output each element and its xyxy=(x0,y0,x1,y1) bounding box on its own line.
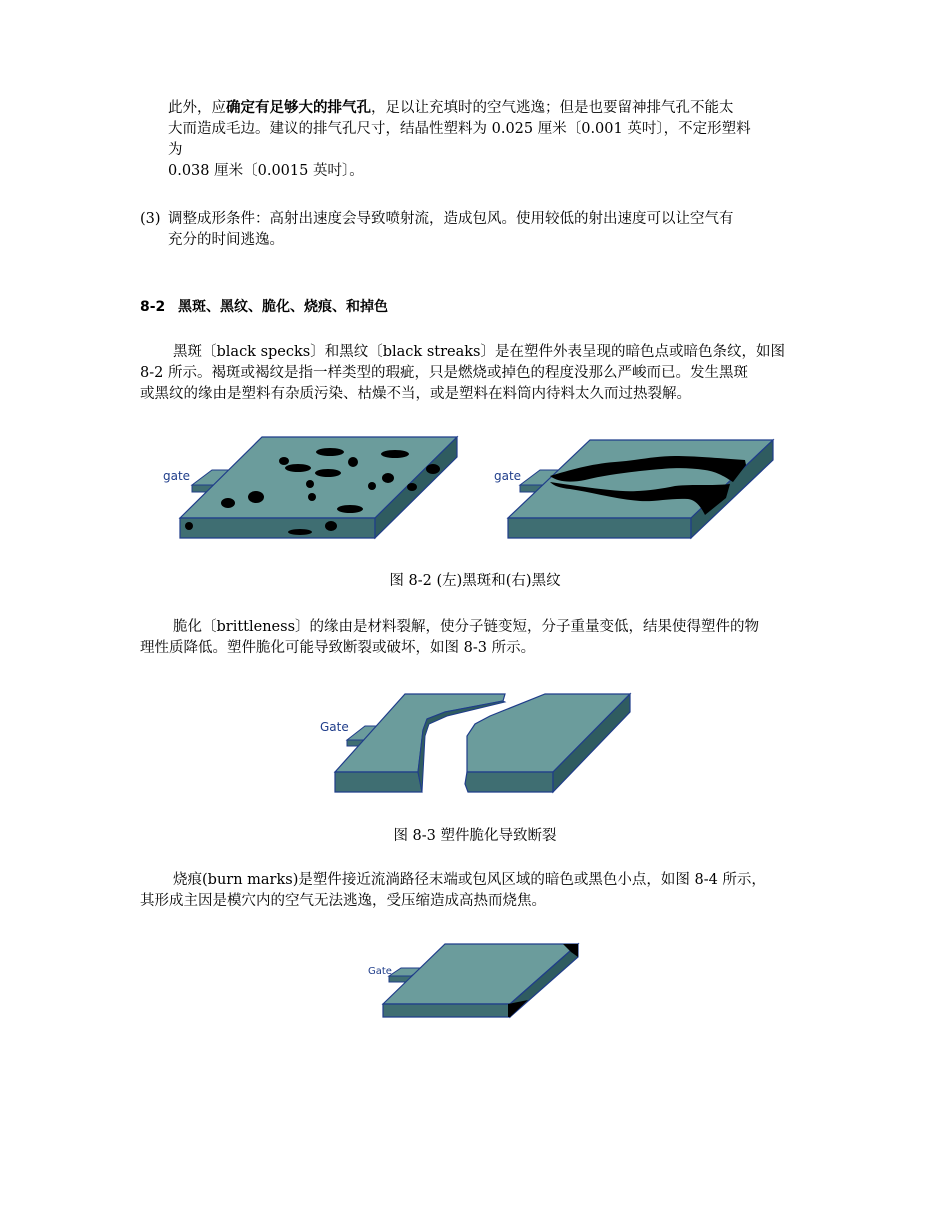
section-title: 黑斑、黑纹、脆化、烧痕、和掉色 xyxy=(178,299,388,315)
list-item-number: (3) xyxy=(140,211,161,227)
plate xyxy=(383,944,578,1017)
vent-paragraph xyxy=(168,98,818,182)
section-number: 8-2 xyxy=(140,299,166,315)
figure-burn-marks xyxy=(365,940,590,1022)
section-heading xyxy=(140,297,388,318)
figure-black-specks xyxy=(160,430,470,545)
vent-emphasis: 确定有足够大的排气孔 xyxy=(226,100,371,116)
figure-black-streaks xyxy=(490,430,790,545)
list-item-line-2: 充分的时间逃逸。 xyxy=(168,232,284,248)
gate-label: Gate xyxy=(368,966,392,977)
burn-line-1: 烧痕(burn marks)是塑件接近流淌路径末端或包风区域的暗色或黑色小点，如图 8-4 所示， xyxy=(173,872,766,888)
brittle-line-2: 理性质降低。塑件脆化可能导致断裂或破坏，如图 8-3 所示。 xyxy=(140,640,536,656)
burn-paragraph xyxy=(140,870,820,912)
specks-line-1: 黑斑〔black specks〕和黑纹〔black streaks〕是在塑件外表呈现的暗色点或暗色条纹，如图 xyxy=(173,344,785,360)
brittle-line-1: 脆化〔brittleness〕的缘由是材料裂解，使分子链变短，分子重量变低，结果使得塑件的物 xyxy=(173,619,760,635)
plate xyxy=(508,440,773,538)
specks-paragraph xyxy=(140,342,820,405)
specks-line-3: 或黑纹的缘由是塑料有杂质污染、枯燥不当，或是塑料在料筒内待料太久而过热裂解。 xyxy=(140,386,691,402)
list-item-text xyxy=(168,209,828,251)
gate-label: gate xyxy=(163,469,191,483)
specks-line-2: 8-2 所示。褐斑或褐纹是指一样类型的瑕疵，只是燃烧或掉色的程度没那么严峻而已。发生黑斑 xyxy=(140,365,748,381)
vent-line-3: 为 xyxy=(168,142,183,158)
figure-brittle-fracture xyxy=(315,688,645,798)
figure-8-2-caption: 图 8-2 (左)黑斑和(右)黑纹 xyxy=(389,573,561,589)
vent-line-2: 大而造成毛边。建议的排气孔尺寸，结晶性塑料为 0.025 厘米〔0.001 英吋〕，不定形塑料 xyxy=(168,121,751,137)
vent-line-4: 0.038 厘米〔0.0015 英吋〕。 xyxy=(168,163,364,179)
gate-label: gate xyxy=(494,469,522,483)
list-item-line-1: 调整成形条件：高射出速度会导致喷射流，造成包风。使用较低的射出速度可以让空气有 xyxy=(168,211,734,227)
gate-label: Gate xyxy=(320,720,349,734)
vent-line-1: 此外，应确定有足够大的排气孔，足以让充填时的空气逃逸；但是也要留神排气孔不能太 xyxy=(168,100,734,116)
brittle-paragraph xyxy=(140,617,820,659)
burn-line-2: 其形成主因是模穴内的空气无法逃逸，受压缩造成高热而烧焦。 xyxy=(140,893,546,909)
fractured-right-piece xyxy=(465,694,630,792)
figure-8-3-caption: 图 8-3 塑件脆化导致断裂 xyxy=(393,828,557,844)
